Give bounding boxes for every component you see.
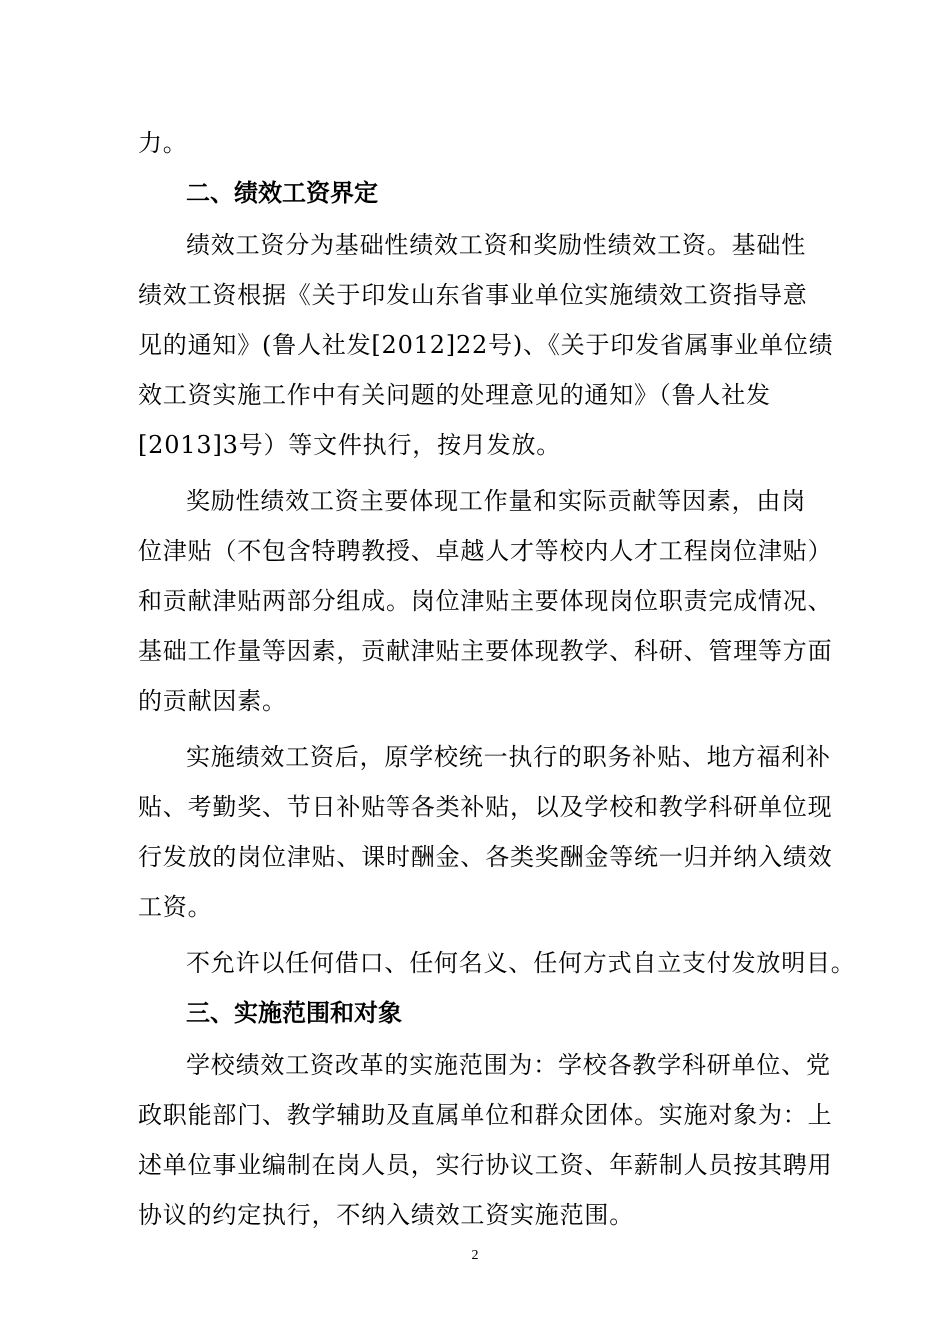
paragraph-line: 位津贴（不包含特聘教授、卓越人才等校内人才工程岗位津贴） <box>138 537 833 565</box>
paragraph-line: 绩效工资根据《关于印发山东省事业单位实施绩效工资指导意 <box>138 281 808 309</box>
paragraph-line: 基础工作量等因素，贡献津贴主要体现教学、科研、管理等方面 <box>138 637 833 665</box>
paragraph-line: 述单位事业编制在岗人员，实行协议工资、年薪制人员按其聘用 <box>138 1151 833 1179</box>
paragraph-line: 行发放的岗位津贴、课时酬金、各类奖酬金等统一归并纳入绩效 <box>138 843 833 871</box>
paragraph-line: 贴、考勤奖、节日补贴等各类补贴，以及学校和教学科研单位现 <box>138 793 833 821</box>
paragraph <box>138 220 838 470</box>
paragraph-line: 学校绩效工资改革的实施范围为：学校各教学科研单位、党 <box>186 1051 831 1079</box>
paragraph-line: [2013]3号）等文件执行，按月发放。 <box>138 431 562 459</box>
paragraph-line: 工资。 <box>138 893 213 921</box>
page-number: 2 <box>471 1248 479 1263</box>
document-body <box>138 118 856 1240</box>
paragraph-line: 协议的约定执行，不纳入绩效工资实施范围。 <box>138 1201 634 1229</box>
paragraph-line: 奖励性绩效工资主要体现工作量和实际贡献等因素，由岗 <box>186 487 806 515</box>
paragraph <box>138 1040 838 1240</box>
paragraph-line: 和贡献津贴两部分组成。岗位津贴主要体现岗位职责完成情况、 <box>138 587 833 615</box>
paragraph <box>138 476 838 726</box>
paragraph-line: 不允许以任何借口、任何名义、任何方式自立支付发放明目。 <box>186 949 856 977</box>
paragraph-line: 政职能部门、教学辅助及直属单位和群众团体。实施对象为：上 <box>138 1101 833 1129</box>
section-heading-performance-pay-definition: 二、绩效工资界定 <box>186 179 378 207</box>
paragraph <box>138 938 856 988</box>
paragraph-line: 绩效工资分为基础性绩效工资和奖励性绩效工资。基础性 <box>186 231 806 259</box>
paragraph-line: 见的通知》(鲁人社发[2012]22号)、《关于印发省属事业单位绩 <box>138 331 834 359</box>
section-heading-scope-and-targets: 三、实施范围和对象 <box>186 999 402 1027</box>
paragraph-line: 效工资实施工作中有关问题的处理意见的通知》（鲁人社发 <box>138 381 771 409</box>
paragraph-line: 力。 <box>138 129 188 157</box>
paragraph <box>138 732 838 932</box>
paragraph-line: 实施绩效工资后，原学校统一执行的职务补贴、地方福利补 <box>186 743 831 771</box>
paragraph-line: 的贡献因素。 <box>138 687 287 715</box>
